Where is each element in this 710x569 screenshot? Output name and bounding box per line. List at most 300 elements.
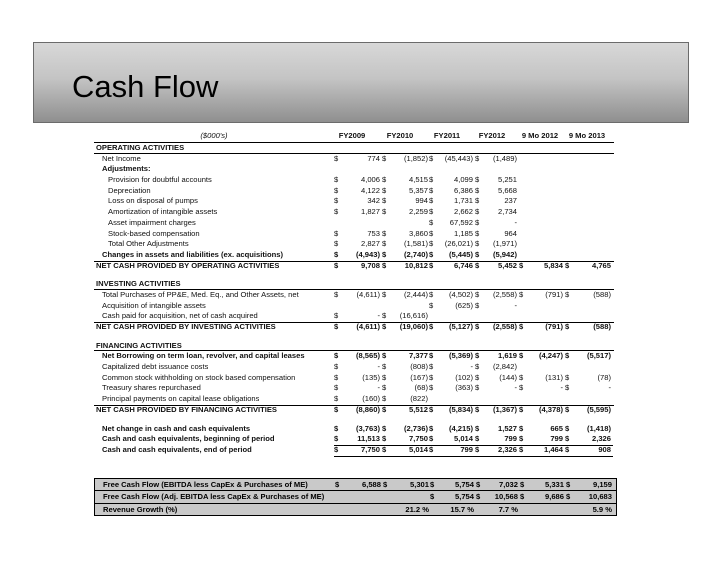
row-cell (429, 405, 475, 416)
table-row (94, 373, 614, 384)
currency-sign: $ (475, 372, 480, 382)
row-cell (475, 207, 519, 218)
currency-sign: $ (565, 289, 570, 299)
row-cell (429, 373, 475, 384)
table-header-row (94, 130, 614, 143)
cell-value: 4,122 (360, 185, 380, 195)
row-cell (334, 322, 382, 333)
row-cell (519, 445, 565, 457)
row-cell (382, 351, 430, 362)
cell-value: 994 (415, 196, 428, 206)
row-cell (382, 229, 430, 240)
row-cell (519, 290, 565, 301)
cell-value: (808) (410, 362, 428, 372)
row-label: Amortization of intangible assets (108, 207, 218, 217)
row-cell (334, 290, 382, 301)
cell-value: 4,765 (591, 260, 611, 270)
table-row (94, 175, 614, 186)
table-row (94, 229, 614, 240)
row-cell (382, 405, 430, 416)
cell-value: - (608, 383, 611, 393)
cell-value: 799 (550, 434, 563, 444)
row-label: OPERATING ACTIVITIES (96, 143, 185, 152)
row-cell (429, 229, 475, 240)
summary-cell (430, 479, 476, 490)
row-cell (475, 445, 519, 457)
currency-sign: $ (429, 351, 434, 361)
title-banner (33, 42, 689, 123)
table-row (94, 290, 614, 301)
table-row (94, 362, 614, 373)
currency-sign: $ (475, 383, 480, 393)
cell-value: 1,464 (543, 444, 563, 454)
cell-value: 2,662 (453, 207, 473, 217)
currency-sign: $ (334, 444, 339, 454)
currency-sign: $ (476, 480, 481, 489)
cell-value: (16,616) (399, 311, 428, 321)
currency-sign: $ (334, 175, 339, 185)
cell-value: (135) (362, 372, 380, 382)
row-cell (382, 373, 430, 384)
currency-sign: $ (382, 311, 387, 321)
currency-sign: $ (565, 260, 570, 270)
cell-value: 964 (504, 228, 517, 238)
row-cell (519, 373, 565, 384)
cell-value: 7,750 (408, 434, 428, 444)
cell-value: 3,860 (408, 228, 428, 238)
row-label: Loss on disposal of pumps (108, 196, 198, 206)
row-label: FINANCING ACTIVITIES (96, 340, 182, 350)
cell-value: (131) (545, 372, 563, 382)
table-row (94, 394, 614, 405)
row-label: Changes in assets and liabilities (ex. acquisitions) (102, 249, 284, 259)
row-cell (382, 239, 430, 250)
cell-value: 15.7 % (450, 504, 474, 514)
currency-sign: $ (565, 383, 570, 393)
row-cell (382, 445, 430, 457)
currency-sign: $ (519, 444, 524, 454)
cell-value: (26,021) (444, 239, 473, 249)
row-cell (475, 424, 519, 435)
cell-value: (1,971) (492, 239, 517, 249)
cell-value: (2,736) (403, 423, 428, 433)
row-cell (334, 229, 382, 240)
cell-value: (5,445) (448, 249, 473, 259)
section-header (94, 143, 614, 154)
cash-flow-table (94, 130, 614, 456)
row-cell (382, 424, 430, 435)
cell-value: 6,386 (453, 185, 473, 195)
cell-value: (160) (362, 394, 380, 404)
table-row (94, 154, 614, 165)
cell-value: 6,746 (453, 260, 473, 270)
row-label: Common stock withholding on stock based compensation (102, 372, 296, 382)
table-row (94, 445, 614, 456)
cell-value: 5,834 (543, 260, 563, 270)
currency-sign: $ (334, 289, 339, 299)
row-cell (429, 154, 475, 165)
currency-sign: $ (475, 444, 480, 454)
cell-value: (363) (455, 383, 473, 393)
cell-value: 1,827 (360, 207, 380, 217)
currency-sign: $ (382, 249, 387, 259)
currency-sign: $ (334, 239, 339, 249)
currency-sign: $ (475, 434, 480, 444)
row-cell (565, 424, 613, 435)
spacer (94, 271, 614, 279)
cell-value: (4,378) (538, 404, 563, 414)
row-cell (565, 445, 613, 457)
table-row (94, 250, 614, 261)
cell-value: 5,668 (497, 185, 517, 195)
currency-sign: $ (429, 423, 434, 433)
row-cell (429, 383, 475, 394)
row-label: Depreciation (108, 185, 151, 195)
row-label: Net Borrowing on term loan, revolver, and capital leases (102, 351, 305, 361)
currency-sign: $ (382, 444, 387, 454)
currency-sign: $ (429, 207, 434, 217)
row-label: Net Income (102, 153, 141, 163)
row-cell (565, 322, 613, 333)
summary-label: Free Cash Flow (Adj. EBITDA less CapEx & Purchases of ME) (103, 492, 325, 502)
currency-sign: $ (475, 239, 480, 249)
row-cell (382, 196, 430, 207)
currency-sign: $ (565, 322, 570, 331)
currency-sign: $ (429, 444, 434, 454)
currency-sign: $ (334, 249, 339, 259)
currency-sign: $ (334, 196, 339, 206)
cell-value: 10,568 (494, 492, 518, 502)
currency-sign: $ (475, 228, 480, 238)
cell-value: 7,750 (360, 444, 380, 454)
unit-label: ($000's) (200, 131, 228, 140)
col-header-fy2009: FY2009 (338, 131, 366, 140)
cell-value: (625) (455, 300, 473, 310)
cell-value: 665 (550, 423, 563, 433)
cell-value: (1,852) (403, 153, 428, 163)
currency-sign: $ (565, 351, 570, 361)
currency-sign: $ (334, 434, 339, 444)
currency-sign: $ (519, 404, 524, 414)
cell-value: 5,512 (408, 404, 428, 414)
row-label: Capitalized debt issuance costs (102, 362, 209, 372)
spacer (94, 416, 614, 424)
cell-value: 5,301 (409, 480, 429, 489)
currency-sign: $ (519, 383, 524, 393)
col-header-9mo2013: 9 Mo 2013 (568, 131, 606, 140)
row-cell (519, 405, 565, 416)
summary-cell (383, 504, 431, 515)
row-cell (429, 445, 475, 457)
cell-value: (5,942) (492, 249, 517, 259)
row-cell (429, 322, 475, 333)
currency-sign: $ (334, 404, 339, 414)
currency-sign: $ (475, 185, 480, 195)
table-body (94, 143, 614, 456)
currency-sign: $ (429, 362, 434, 372)
cell-value: 2,326 (591, 434, 611, 444)
cell-value: (78) (597, 372, 611, 382)
summary-label: Revenue Growth (%) (103, 504, 178, 514)
table-row (94, 311, 614, 322)
currency-sign: $ (565, 372, 570, 382)
row-cell (334, 207, 382, 218)
currency-sign: $ (334, 322, 339, 331)
cell-value: 237 (504, 196, 517, 206)
row-label: NET CASH PROVIDED BY FINANCING ACTIVITIES (96, 404, 278, 414)
currency-sign: $ (429, 289, 434, 299)
summary-cell (476, 504, 520, 515)
cell-value: (4,215) (448, 423, 473, 433)
row-label: Asset impairment charges (108, 217, 196, 227)
currency-sign: $ (334, 228, 339, 238)
cell-value: 799 (460, 444, 473, 454)
row-label: Cash and cash equivalents, end of period (102, 444, 252, 454)
cell-value: 7,032 (498, 480, 518, 489)
currency-sign: $ (475, 351, 480, 361)
cell-value: (791) (545, 289, 563, 299)
currency-sign: $ (519, 260, 524, 270)
currency-sign: $ (382, 394, 387, 404)
col-header-fy2011: FY2011 (433, 131, 461, 140)
cell-value: (5,517) (586, 351, 611, 361)
row-cell (475, 405, 519, 416)
cell-value: 5,452 (497, 260, 517, 270)
row-cell (334, 261, 382, 272)
currency-sign: $ (382, 239, 387, 249)
table-row (94, 351, 614, 362)
cell-value: 67,592 (449, 217, 473, 227)
col-header-9mo2012: 9 Mo 2012 (521, 131, 559, 140)
cell-value: 2,827 (360, 239, 380, 249)
currency-sign: $ (429, 228, 434, 238)
summary-label: Free Cash Flow (EBITDA less CapEx & Purchases of ME) (103, 480, 308, 489)
cell-value: (2,740) (403, 249, 428, 259)
summary-cell (520, 491, 566, 502)
cell-value: (1,581) (403, 239, 428, 249)
row-cell (382, 154, 430, 165)
row-cell (475, 373, 519, 384)
currency-sign: $ (429, 322, 434, 331)
cell-value: 5.9 % (592, 504, 612, 514)
currency-sign: $ (334, 260, 339, 270)
cell-value: 799 (504, 434, 517, 444)
currency-sign: $ (334, 383, 339, 393)
col-header-fy2012: FY2012 (478, 131, 506, 140)
row-cell (429, 351, 475, 362)
currency-sign: $ (429, 185, 434, 195)
currency-sign: $ (565, 404, 570, 414)
table-row (94, 164, 614, 175)
row-cell (475, 186, 519, 197)
currency-sign: $ (475, 322, 480, 331)
col-header-fy2010: FY2010 (386, 131, 414, 140)
row-cell (334, 373, 382, 384)
row-cell (565, 383, 613, 394)
summary-row (95, 479, 616, 491)
total-rule (94, 322, 614, 323)
row-label: Cash and cash equivalents, beginning of period (102, 434, 275, 444)
currency-sign: $ (429, 175, 434, 185)
currency-sign: $ (429, 300, 434, 310)
cell-value: (102) (455, 372, 473, 382)
row-cell (519, 383, 565, 394)
summary-box (94, 478, 617, 516)
currency-sign: $ (429, 383, 434, 393)
row-cell (429, 261, 475, 272)
currency-sign: $ (382, 372, 387, 382)
row-label: Cash paid for acquisition, net of cash acquired (102, 311, 258, 321)
row-cell (475, 218, 519, 229)
row-label: Acquisition of intangible assets (102, 300, 206, 310)
total-rule (94, 261, 614, 262)
cell-value: (1,418) (586, 423, 611, 433)
row-cell (429, 424, 475, 435)
currency-sign: $ (429, 153, 434, 163)
row-cell (429, 239, 475, 250)
row-cell (334, 351, 382, 362)
row-cell (334, 424, 382, 435)
row-label: Adjustments: (102, 164, 151, 174)
table-row (94, 301, 614, 312)
currency-sign: $ (382, 351, 387, 361)
row-cell (475, 261, 519, 272)
cell-value: (8,565) (355, 351, 380, 361)
row-cell (334, 383, 382, 394)
row-cell (519, 424, 565, 435)
row-label: Principal payments on capital lease obligations (102, 394, 260, 404)
currency-sign: $ (475, 260, 480, 270)
row-label: Net change in cash and cash equivalents (102, 423, 251, 433)
currency-sign: $ (429, 196, 434, 206)
currency-sign: $ (565, 444, 570, 454)
cell-value: (5,834) (448, 404, 473, 414)
row-cell (382, 186, 430, 197)
currency-sign: $ (382, 383, 387, 393)
row-cell (475, 290, 519, 301)
table-row (94, 196, 614, 207)
currency-sign: $ (382, 362, 387, 372)
currency-sign: $ (519, 322, 524, 331)
cell-value: 5,357 (408, 185, 428, 195)
table-row (94, 218, 614, 229)
cell-value: 1,185 (453, 228, 473, 238)
currency-sign: $ (429, 434, 434, 444)
currency-sign: $ (430, 480, 435, 489)
currency-sign: $ (429, 260, 434, 270)
currency-sign: $ (429, 404, 434, 414)
currency-sign: $ (475, 362, 480, 372)
cell-value: 774 (367, 153, 380, 163)
currency-sign: $ (520, 492, 525, 502)
row-cell (334, 175, 382, 186)
currency-sign: $ (475, 423, 480, 433)
row-cell (429, 186, 475, 197)
cell-value: (588) (593, 289, 611, 299)
row-cell (334, 362, 382, 373)
currency-sign: $ (429, 249, 434, 259)
cell-value: 1,619 (497, 351, 517, 361)
row-label: Provision for doubtful accounts (108, 175, 212, 185)
cell-value: (5,595) (586, 404, 611, 414)
row-label: NET CASH PROVIDED BY OPERATING ACTIVITIES (96, 260, 280, 270)
currency-sign: $ (382, 423, 387, 433)
row-cell (429, 207, 475, 218)
spacer (94, 333, 614, 341)
row-cell (382, 175, 430, 186)
summary-cell (383, 479, 431, 490)
row-cell (382, 383, 430, 394)
table-row (94, 405, 614, 416)
cell-value: - (560, 383, 563, 393)
cell-value: (19,060) (399, 322, 428, 331)
cell-value: 10,812 (404, 260, 428, 270)
row-cell (475, 175, 519, 186)
currency-sign: $ (475, 207, 480, 217)
summary-cell (476, 479, 520, 490)
total-rule (94, 405, 614, 406)
section-header (94, 341, 614, 352)
summary-cell (566, 479, 614, 490)
cell-value: (5,127) (448, 322, 473, 331)
row-cell (382, 207, 430, 218)
cell-value: (167) (410, 372, 428, 382)
currency-sign: $ (382, 228, 387, 238)
row-cell (565, 405, 613, 416)
summary-cell (430, 491, 476, 502)
cell-value: 5,331 (544, 480, 564, 489)
row-label: NET CASH PROVIDED BY INVESTING ACTIVITIES (96, 322, 276, 331)
cell-value: - (377, 383, 380, 393)
table-row (94, 261, 614, 272)
currency-sign: $ (382, 289, 387, 299)
cell-value: 1,527 (497, 423, 517, 433)
currency-sign: $ (383, 480, 388, 489)
currency-sign: $ (520, 480, 525, 489)
cell-value: - (514, 383, 517, 393)
cell-value: (144) (499, 372, 517, 382)
cell-value: 5,754 (454, 480, 474, 489)
row-cell (519, 351, 565, 362)
table-row (94, 434, 614, 445)
row-cell (565, 290, 613, 301)
currency-sign: $ (475, 217, 480, 227)
currency-sign: $ (335, 480, 340, 489)
cell-value: (4,611) (356, 322, 380, 331)
currency-sign: $ (565, 434, 570, 444)
cell-value: - (470, 362, 473, 372)
currency-sign: $ (475, 196, 480, 206)
currency-sign: $ (566, 492, 571, 502)
currency-sign: $ (475, 175, 480, 185)
cell-value: (8,860) (355, 404, 380, 414)
cell-value: 2,259 (408, 207, 428, 217)
currency-sign: $ (382, 153, 387, 163)
currency-sign: $ (334, 394, 339, 404)
currency-sign: $ (475, 249, 480, 259)
section-header (94, 279, 614, 290)
row-cell (334, 405, 382, 416)
cell-value: (2,558) (492, 322, 517, 331)
row-cell (334, 154, 382, 165)
currency-sign: $ (475, 289, 480, 299)
currency-sign: $ (429, 217, 434, 227)
currency-sign: $ (566, 480, 571, 489)
cell-value: 2,734 (497, 207, 517, 217)
cell-value: 342 (367, 196, 380, 206)
row-cell (334, 239, 382, 250)
row-cell (429, 290, 475, 301)
